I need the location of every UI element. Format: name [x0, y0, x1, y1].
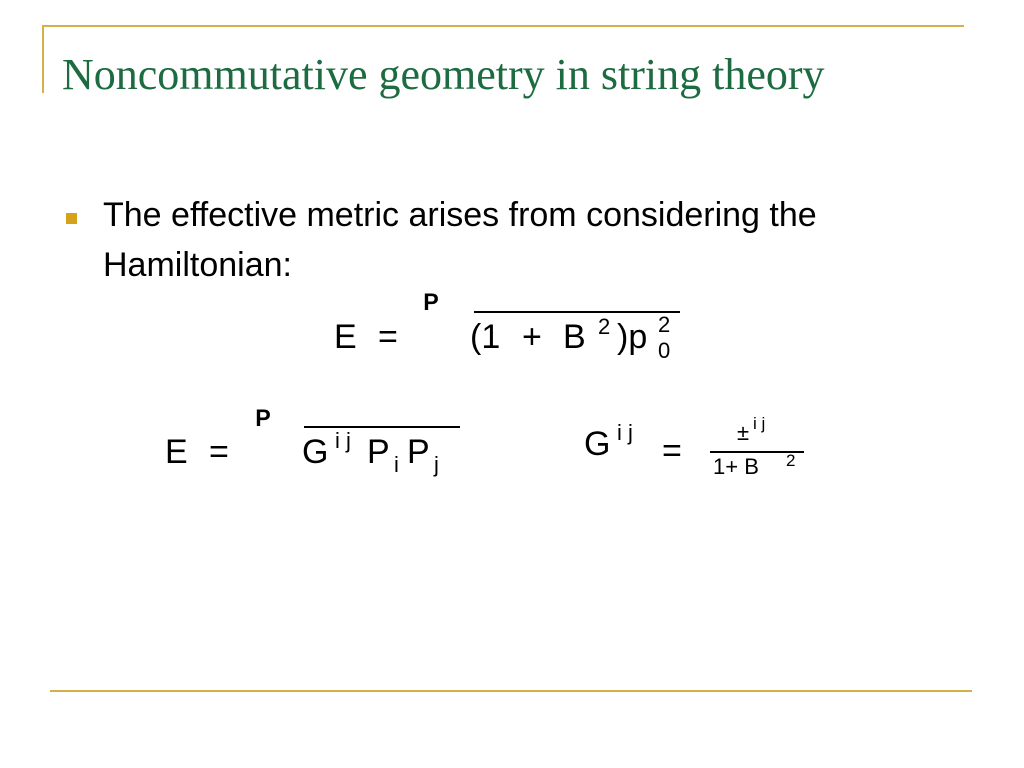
eq1-close: )p [617, 318, 648, 356]
eq1-equals: = [378, 318, 398, 356]
eq2-P1-subscript: i [394, 452, 399, 477]
eq1-p-superscript: 2 [658, 312, 671, 337]
eq3-lhs-superscript: i j [617, 420, 633, 445]
eq1-B-exponent: 2 [598, 314, 611, 339]
eq3-denominator-exponent: 2 [786, 451, 796, 470]
eq3-denominator: 1+ B [713, 454, 759, 479]
eq2-radical-bar [304, 426, 460, 428]
eq2-P1: P [367, 433, 390, 471]
eq1-plus: + [522, 318, 542, 356]
eq2-root-glyph: ᴾ [256, 404, 271, 442]
eq2-G: G [302, 433, 329, 471]
top-rule [42, 25, 964, 27]
slide-title: Noncommutative geometry in string theory [62, 50, 825, 99]
eq3-lhs: G [584, 425, 611, 463]
eq3-equals: = [662, 432, 682, 470]
left-rule [42, 25, 44, 93]
eq1-lhs: E [334, 318, 357, 356]
bullet-text: The effective metric arises from considering the Hamiltonian: [103, 196, 817, 284]
eq2-P2: P [407, 433, 430, 471]
eq3-numerator-superscript: i j [753, 414, 766, 433]
eq2-equals: = [209, 433, 229, 471]
eq1-B: B [563, 318, 586, 356]
eq3-numerator: ± [737, 420, 750, 445]
eq1-open: (1 [470, 318, 501, 356]
eq1-root-glyph: ᴾ [424, 288, 439, 326]
eq2-lhs: E [165, 433, 188, 471]
bottom-rule [50, 690, 972, 692]
eq2-P2-subscript: j [434, 452, 439, 477]
bullet-square-icon [66, 213, 77, 224]
eq1-p-subscript: 0 [658, 338, 671, 363]
eq1-radical-bar [474, 311, 680, 313]
eq2-G-superscript: i j [335, 428, 351, 453]
